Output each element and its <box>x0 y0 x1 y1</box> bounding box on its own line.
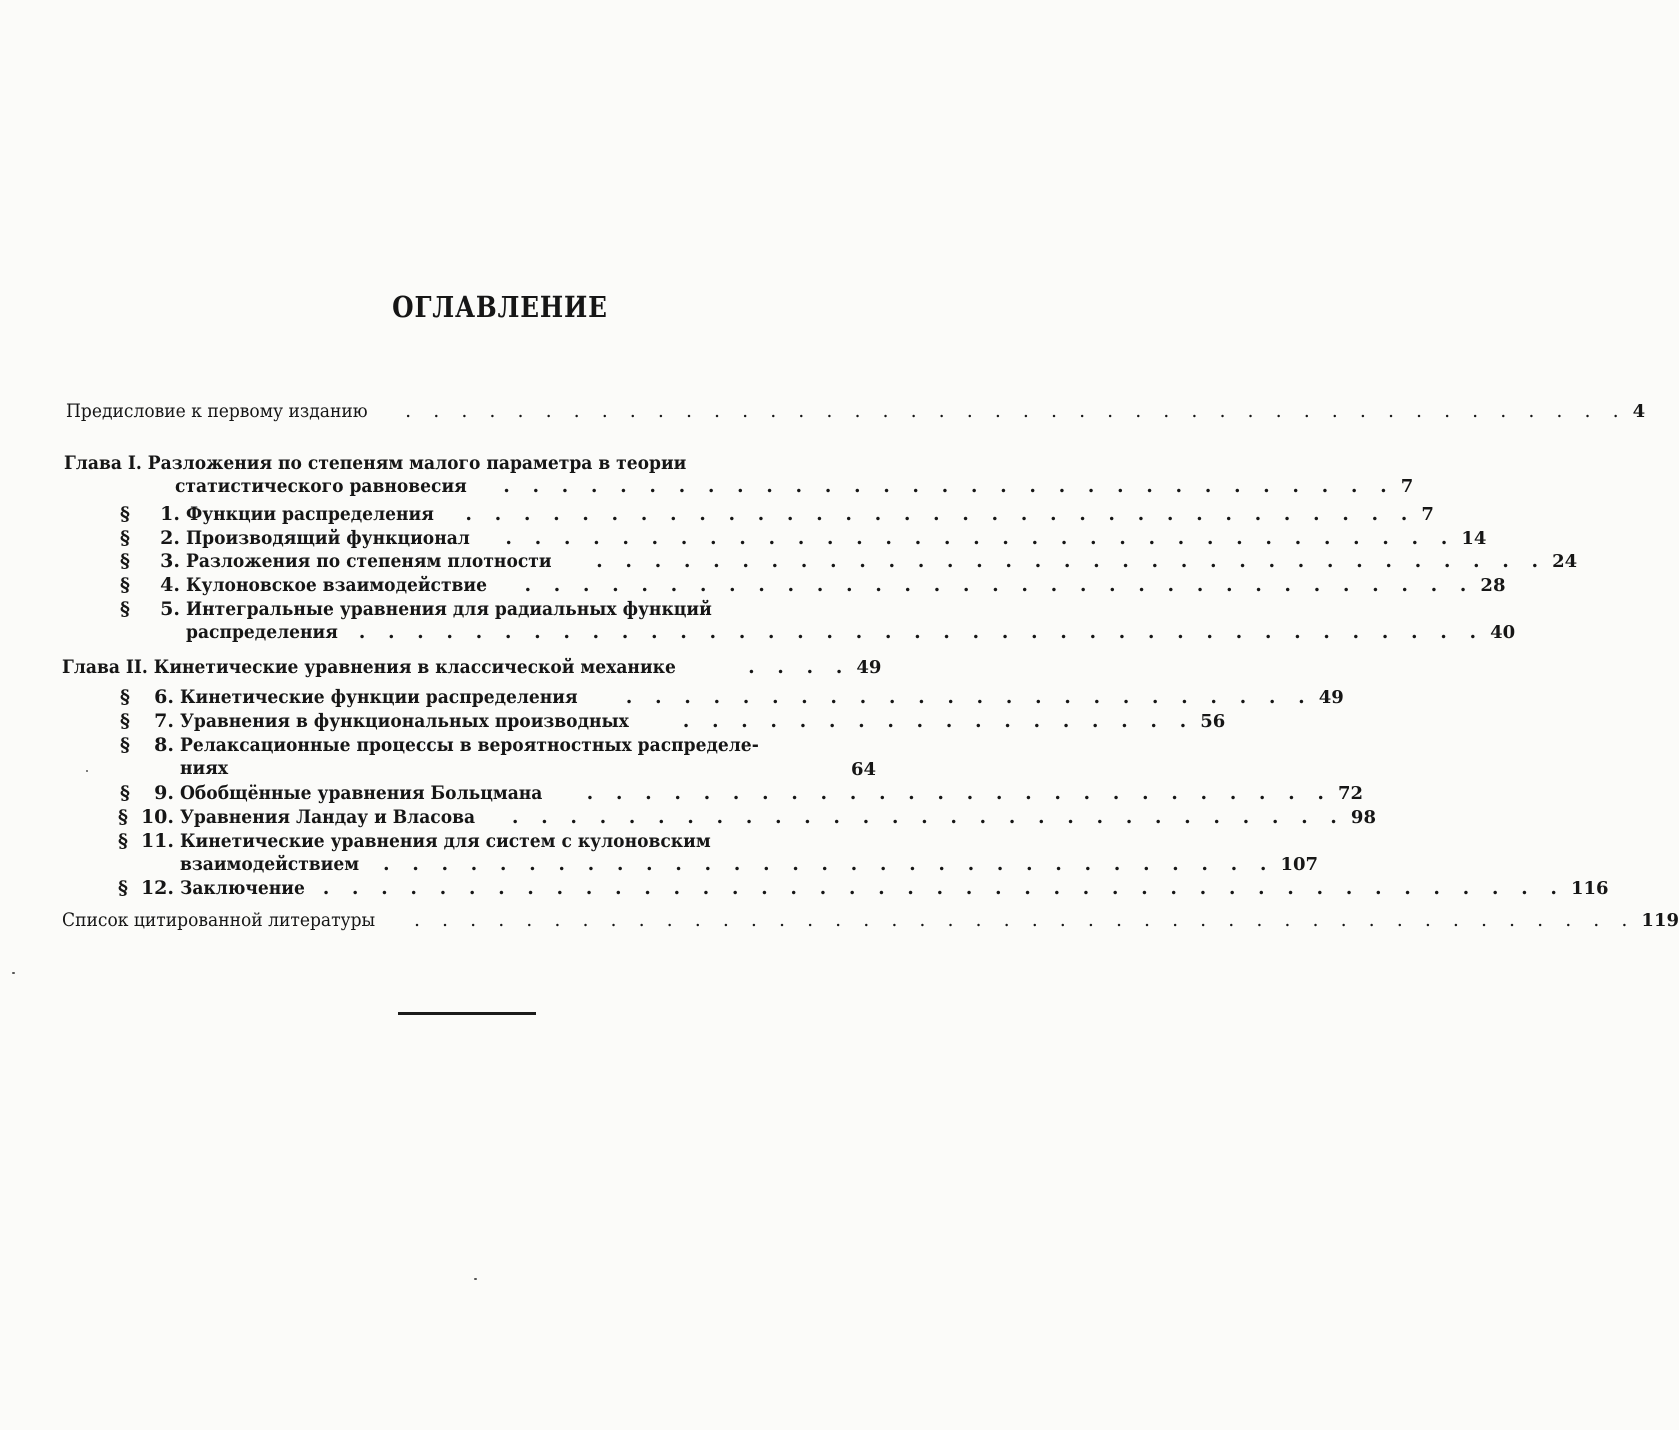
section-number: 5. <box>160 598 180 620</box>
section-sign: § <box>120 503 130 525</box>
toc-entry-chapter-1-cont[interactable] <box>175 473 1414 499</box>
toc-entry-title-cont: ниях <box>180 757 229 779</box>
toc-page-number: 4 <box>1632 401 1646 422</box>
toc-page-number: 64 <box>850 759 876 780</box>
toc-entry-chapter-2[interactable] <box>62 654 882 680</box>
leader-dots: . . . . . . . . . . . . . . . . . . . . . . . . . . <box>586 782 1333 804</box>
toc-entry-preface[interactable] <box>66 398 1646 424</box>
toc-page-number: 14 <box>1461 528 1487 549</box>
toc-entry-references[interactable] <box>62 907 1679 933</box>
toc-entry-title: Заключение <box>180 877 305 899</box>
scan-speck <box>474 1278 477 1280</box>
section-number: 11. <box>140 830 174 852</box>
scan-speck <box>12 972 15 974</box>
leader-dots: . . . . . . . . . . . . . . . . . . . . . . . . . . . . . . . . . . . . . . . . . . . <box>322 877 1565 899</box>
scan-speck <box>86 770 88 772</box>
leader-dots: . . . . . . . . . . . . . . . . . . . . . . . . . . . . . . . . . . . . . . . . . . . . <box>405 400 1627 422</box>
chapter-label: Глава I. <box>64 452 142 474</box>
section-number: 3. <box>160 550 180 572</box>
leader-dots: . . . . . . . . . . . . . . . . . . . . . . . . . . . . . . . . . <box>505 527 1456 549</box>
section-number: 8. <box>154 734 174 756</box>
toc-page-number: 116 <box>1570 878 1609 899</box>
toc-entry-title: Производящий функционал <box>186 527 470 549</box>
section-sign: § <box>120 734 130 756</box>
leader-dots: . . . . . . . . . . . . . . . . . . . . . . . . . . . . . . . . . . . . . . . . . . . . <box>413 909 1636 931</box>
toc-entry-section-4[interactable] <box>186 572 1506 598</box>
toc-page-number: 40 <box>1490 622 1516 643</box>
leader-dots: . . . . . . . . . . . . . . . . . . . . . . . . . . . . . . . . . . . . . . . <box>358 621 1485 643</box>
leader-dots: . . . . . . . . . . . . . . . . . . . . . . . . . . . . . <box>511 806 1345 828</box>
section-sign: § <box>120 598 130 620</box>
toc-entry-title: Релаксационные процессы в вероятностных распределе- <box>180 734 759 756</box>
leader-dots: . . . . . . . . . . . . . . . . . . . . . . . . . . . . . . . . . <box>465 503 1416 525</box>
section-number: 2. <box>160 527 180 549</box>
leader-dots: . . . . <box>748 656 851 678</box>
toc-page-number: 56 <box>1200 711 1226 732</box>
toc-entry-title: Функции распределения <box>186 503 434 525</box>
toc-entry-title: Кулоновское взаимодействие <box>186 574 488 596</box>
toc-entry-title: Интегральные уравнения для радиальных функций <box>186 598 712 620</box>
toc-page-number: 7 <box>1421 504 1434 525</box>
toc-page-number: 28 <box>1480 575 1506 596</box>
toc-entry-section-10[interactable] <box>180 804 1376 830</box>
toc-entry-section-8-cont[interactable] <box>180 755 876 781</box>
leader-dots: . . . . . . . . . . . . . . . . . . <box>682 710 1195 732</box>
toc-entry-section-3[interactable] <box>186 548 1578 574</box>
section-sign: § <box>118 877 128 899</box>
toc-entry-title: Кинетические функции распределения <box>180 686 578 708</box>
section-sign: § <box>118 830 128 852</box>
section-number: 10. <box>140 806 174 828</box>
chapter-label: Глава II. <box>62 656 148 678</box>
toc-entry-section-9[interactable] <box>180 780 1364 806</box>
toc-page-number: 7 <box>1400 476 1414 497</box>
toc-page-number: 49 <box>856 657 882 678</box>
section-number: 9. <box>154 782 174 804</box>
toc-entry-section-5-cont[interactable] <box>186 619 1516 645</box>
section-number: 1. <box>160 503 180 525</box>
toc-entry-section-1[interactable] <box>186 501 1434 527</box>
toc-entry-title: Список цитированной литературы <box>62 909 376 931</box>
toc-entry-section-11-cont[interactable] <box>180 851 1319 877</box>
section-sign: § <box>120 574 130 596</box>
toc-page-number: 119 <box>1641 910 1679 931</box>
toc-entry-title: Предисловие к первому изданию <box>66 400 368 422</box>
toc-entry-section-7[interactable] <box>180 708 1226 734</box>
toc-entry-title: Разложения по степеням малого параметра в теории <box>147 452 687 474</box>
section-sign: § <box>120 782 130 804</box>
section-number: 7. <box>154 710 174 732</box>
section-number: 6. <box>154 686 174 708</box>
leader-dots: . . . . . . . . . . . . . . . . . . . . . . . . . . . . . . . . . <box>596 550 1547 572</box>
section-sign: § <box>120 686 130 708</box>
toc-entry-title-cont: взаимодействием <box>180 853 360 875</box>
closing-rule <box>398 1012 536 1015</box>
section-sign: § <box>120 710 130 732</box>
toc-page-number: 24 <box>1552 551 1578 572</box>
section-number: 12. <box>140 877 174 899</box>
section-sign: § <box>120 527 130 549</box>
leader-dots: . . . . . . . . . . . . . . . . . . . . . . . . . . . . . . . <box>382 853 1275 875</box>
toc-entry-title: Уравнения Ландау и Власова <box>180 806 476 828</box>
toc-entry-title-cont: распределения <box>186 621 338 643</box>
toc-entry-section-6[interactable] <box>180 684 1344 710</box>
section-sign: § <box>120 550 130 572</box>
leader-dots: . . . . . . . . . . . . . . . . . . . . . . . . . . . . . . . <box>503 475 1395 497</box>
toc-entry-title: Кинетические уравнения в классической механике <box>153 656 676 678</box>
toc-page-number: 72 <box>1338 783 1364 804</box>
page-title: ОГЛАВЛЕНИЕ <box>392 290 608 324</box>
toc-page-number: 98 <box>1350 807 1376 828</box>
leader-dots: . . . . . . . . . . . . . . . . . . . . . . . . <box>625 686 1313 708</box>
toc-entry-title: Кинетические уравнения для систем с кулоновским <box>180 830 711 852</box>
toc-entry-section-12[interactable] <box>180 875 1609 901</box>
section-number: 4. <box>160 574 180 596</box>
section-sign: § <box>118 806 128 828</box>
toc-page-number: 107 <box>1280 854 1319 875</box>
toc-entry-title: Уравнения в функциональных производных <box>180 710 629 732</box>
toc-entry-title: Разложения по степеням плотности <box>186 550 552 572</box>
leader-dots: . . . . . . . . . . . . . . . . . . . . . . . . . . . . . . . . . <box>524 574 1475 596</box>
toc-entry-title-cont: статистического равновесия <box>175 475 467 497</box>
toc-page-number: 49 <box>1318 687 1344 708</box>
toc-entry-title: Обобщённые уравнения Больцмана <box>180 782 543 804</box>
